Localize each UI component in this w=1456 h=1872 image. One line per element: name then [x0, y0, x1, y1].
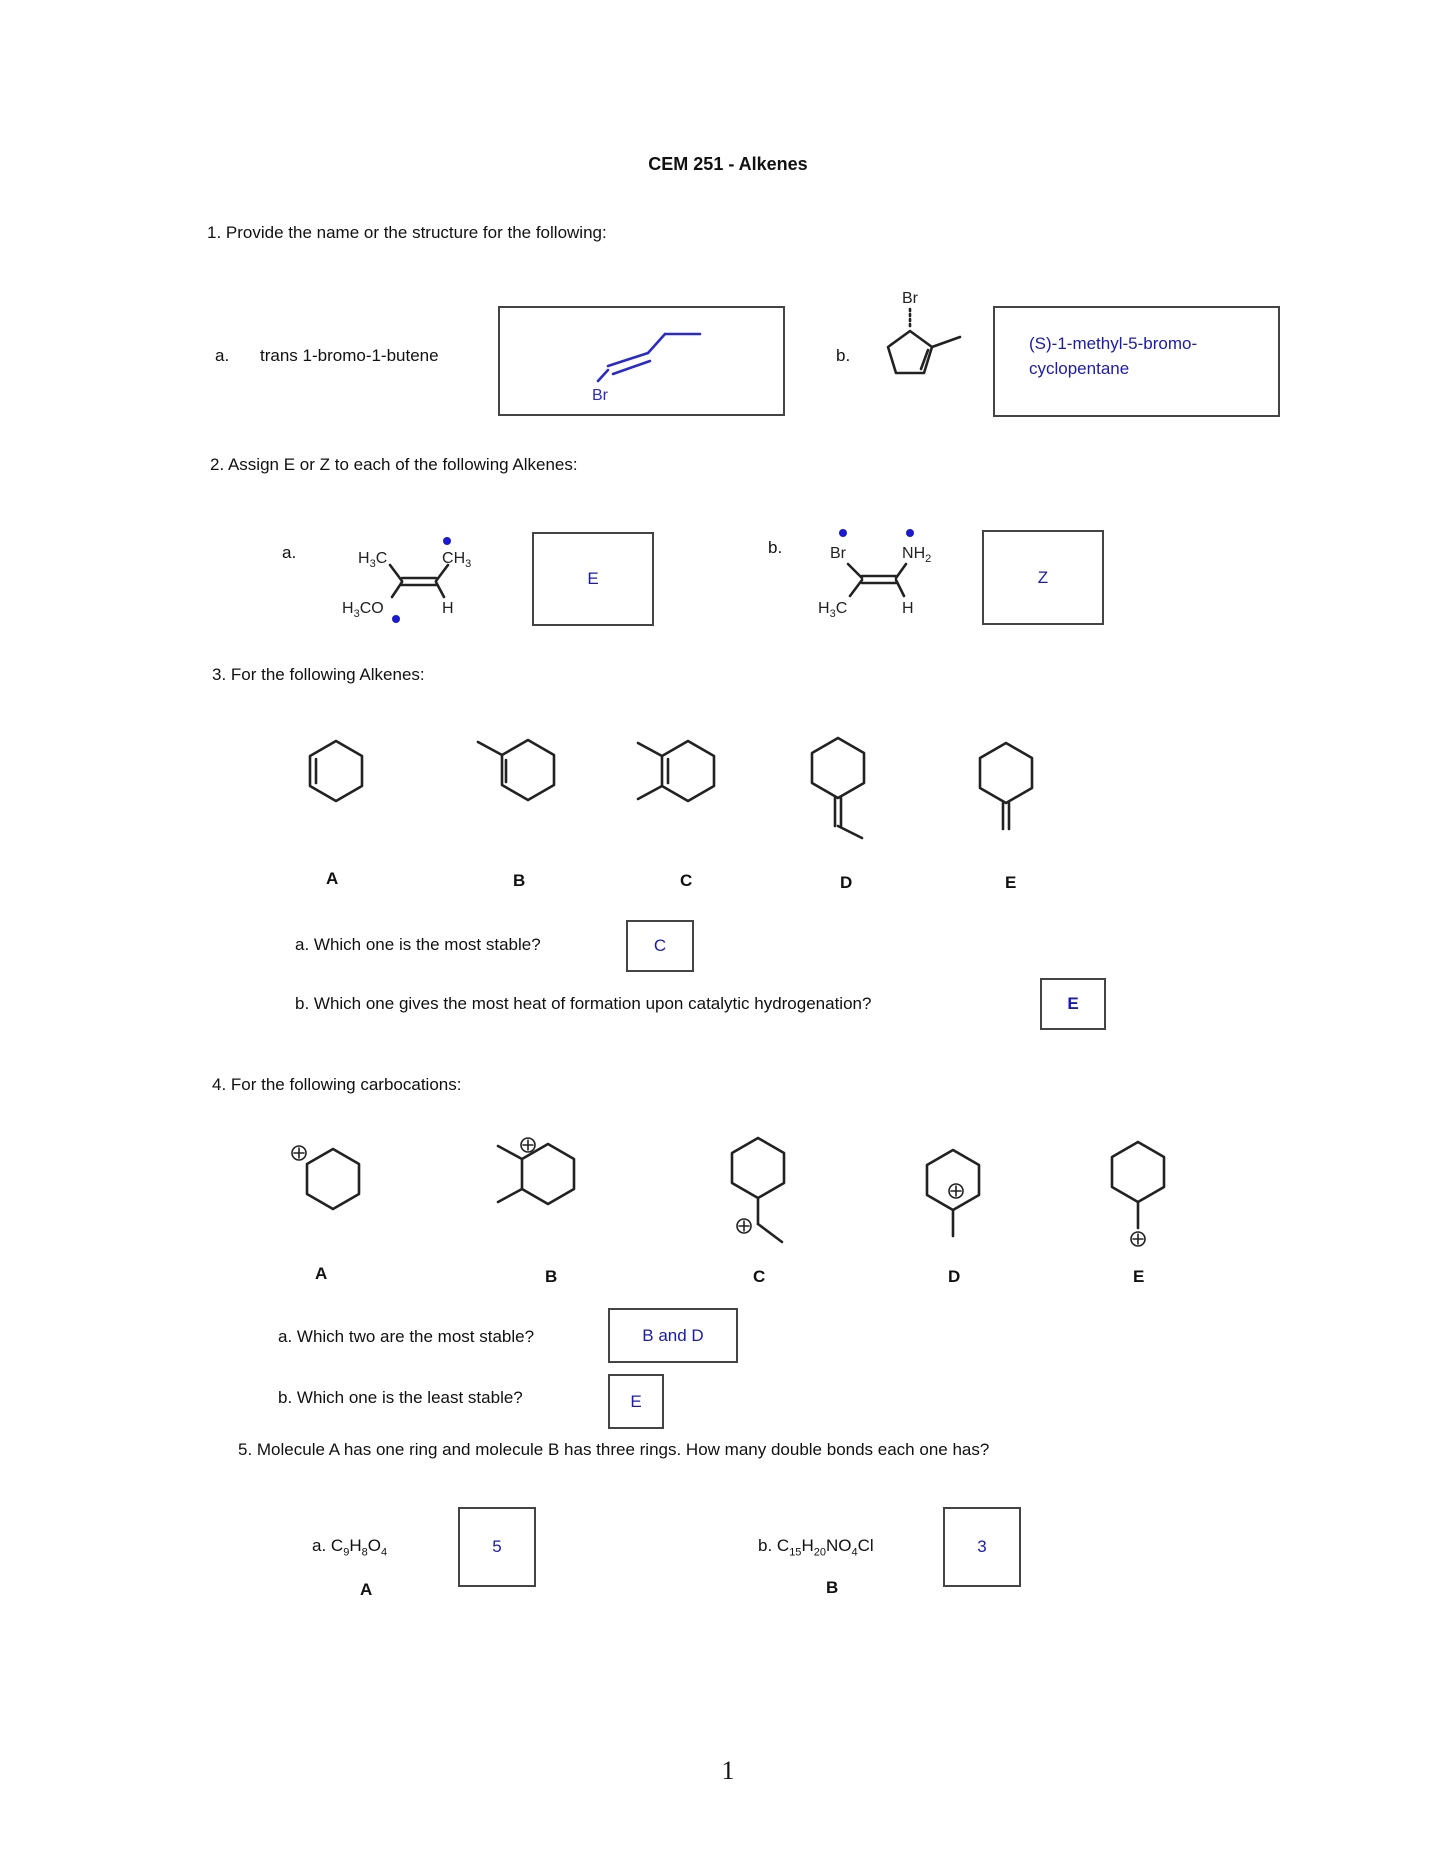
carbocation-b-structure — [490, 1130, 590, 1220]
q1a-label: a. — [215, 346, 230, 365]
page-number: 1 — [721, 1756, 735, 1785]
alkene-e-structure — [968, 735, 1058, 835]
q5b-formula-prefix: b. — [758, 1536, 777, 1555]
q5a-formula: a. $C_9H_8O_4$ — [312, 1536, 388, 1559]
q1b-br-atom: Br — [902, 290, 918, 307]
q5a-answer-box[interactable] — [458, 1507, 536, 1587]
molecule-b-label: B — [826, 1578, 839, 1597]
q3b-answer-box[interactable] — [1040, 978, 1106, 1030]
question-1-prompt: 1. Provide the name or the structure for the following: — [207, 223, 607, 242]
alkene-label-d: D — [840, 873, 853, 892]
q2a-group-bottom-right: H — [442, 600, 454, 617]
carbocation-e-structure — [1100, 1130, 1190, 1260]
carbocation-label-d: D — [948, 1267, 961, 1286]
q5a-formula-h: H — [349, 1536, 362, 1555]
q4a-question: a. Which two are the most stable? — [278, 1327, 535, 1346]
q2b-answer: Z — [1037, 567, 1049, 587]
q5a-formula-o: O — [367, 1536, 381, 1555]
q2a-alkene-structure — [330, 525, 490, 625]
q1b-answer-line2: cyclopentane — [1029, 359, 1130, 378]
q5b-formula-rest: NO — [825, 1536, 852, 1555]
q5b-formula-cl: Cl — [857, 1536, 874, 1555]
molecule-a-label: A — [360, 1580, 373, 1599]
page-title: CEM 251 - Alkenes — [648, 154, 808, 174]
q3a-question: a. Which one is the most stable? — [295, 935, 541, 954]
q5a-answer: 5 — [492, 1537, 502, 1556]
q2a-answer: E — [587, 569, 599, 588]
q2b-alkene-structure — [810, 520, 970, 620]
q5b-formula-c: C — [776, 1536, 790, 1555]
q3b-question: b. Which one gives the most heat of formation upon catalytic hydrogenation? — [295, 994, 872, 1013]
carbocation-label-c: C — [753, 1267, 766, 1286]
q1a-answer-box[interactable] — [498, 306, 785, 416]
carbocation-d-structure — [915, 1130, 1005, 1250]
bromo-methyl-cyclopentene-structure — [870, 285, 980, 385]
q3a-answer: C — [653, 936, 667, 955]
question-2-prompt: 2. Assign E or Z to each of the following Alkenes: — [210, 455, 578, 474]
alkene-d-structure — [800, 730, 890, 840]
q4b-answer-box[interactable] — [608, 1374, 664, 1429]
q4a-answer: B and D — [642, 1325, 704, 1345]
carbocation-label-b: B — [545, 1267, 558, 1286]
q2b-group-bottom-right: H — [902, 600, 914, 617]
q1b-answer-box[interactable] — [993, 306, 1280, 417]
alkene-c-structure — [630, 735, 730, 825]
carbocation-a-structure — [285, 1135, 375, 1225]
q2b-group-bottom-left: $H_3C$ — [818, 600, 848, 620]
q1b-label: b. — [836, 346, 851, 365]
q2b-group-top-right: $NH_2$ — [902, 545, 932, 565]
q5b-formula-h: H — [801, 1536, 814, 1555]
q5a-formula-c: C — [330, 1536, 344, 1555]
q5b-answer-box[interactable] — [943, 1507, 1021, 1587]
q2a-group-top-left: $H_3C$ — [358, 550, 388, 570]
q4b-answer: E — [630, 1391, 642, 1411]
question-4-prompt: 4. For the following carbocations: — [212, 1075, 462, 1094]
question-5-prompt: 5. Molecule A has one ring and molecule B has three rings. How many double bonds each one has? — [238, 1440, 990, 1459]
alkene-label-c: C — [680, 871, 693, 890]
alkene-label-a: A — [326, 869, 339, 888]
q3b-answer: E — [1067, 994, 1079, 1013]
q2a-label: a. — [282, 543, 297, 562]
q4b-question: b. Which one is the least stable? — [278, 1388, 523, 1407]
q1a-name: trans 1-bromo-1-butene — [260, 346, 439, 365]
q2a-group-bottom-left: $H_3CO$ — [342, 600, 384, 620]
q3a-answer-box[interactable] — [626, 920, 694, 972]
question-3-prompt: 3. For the following Alkenes: — [212, 665, 425, 684]
q2b-group-top-left: Br — [830, 545, 846, 562]
carbocation-label-a: A — [315, 1264, 328, 1283]
q2b-answer-box[interactable] — [982, 530, 1104, 625]
alkene-b-structure — [470, 730, 570, 820]
q1b-answer-line1: (S)-1-methyl-5-bromo- — [1029, 334, 1198, 353]
q4a-answer-box[interactable] — [608, 1308, 738, 1363]
trans-1-bromo-1-butene-structure — [500, 308, 787, 418]
alkene-label-b: B — [513, 871, 526, 890]
carbocation-c-structure — [720, 1130, 810, 1250]
q5b-formula: b. $C_{15}H_{20}NO_4Cl$ — [758, 1536, 874, 1559]
q5a-formula-prefix: a. — [312, 1536, 331, 1555]
carbocation-label-e: E — [1133, 1267, 1145, 1286]
q5b-answer: 3 — [977, 1537, 987, 1556]
alkene-label-e: E — [1005, 873, 1017, 892]
q2a-answer-box[interactable] — [532, 532, 654, 626]
q2a-group-top-right: $CH_3$ — [442, 550, 472, 570]
q1a-br-atom: Br — [592, 387, 608, 404]
alkene-a-structure — [300, 735, 380, 815]
q2b-label: b. — [768, 538, 783, 557]
